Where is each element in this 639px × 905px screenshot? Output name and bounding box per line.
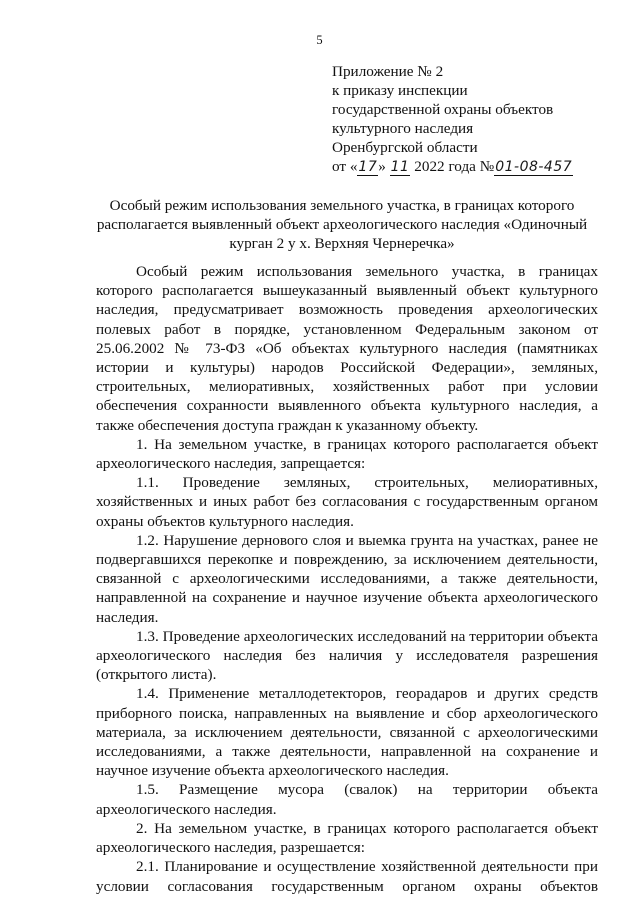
appendix-block [332, 62, 573, 177]
appendix-date-line [332, 157, 573, 177]
appendix-line-5: Оренбургской области [332, 139, 478, 156]
paragraph-1-3: 1.3. Проведение археологических исследований на территории объекта археологического наследия без наличия у исследователя разрешения (открытого листа). [96, 627, 598, 684]
paragraph-2-1: 2.1. Планирование и осуществление хозяйственной деятельности при условии согласования государственным органом охраны объектов [96, 858, 598, 895]
appendix-line-2: к приказу инспекции [332, 82, 468, 99]
document-body [96, 262, 598, 896]
order-number: 01-08-457 [495, 159, 573, 175]
appendix-line-3: государственной охраны объектов [332, 101, 554, 118]
paragraph-2: 2. На земельном участке, в границах которого располагается объект археологического наследия, разрешается: [96, 819, 598, 857]
paragraph-1-5: 1.5. Размещение мусора (свалок) на территории объекта археологического наследия. [96, 781, 598, 818]
paragraph-intro: Особый режим использования земельного участка, в границах которого располагается вышеуказанный выявленный объект культурного наследия, предусматривает возможность проведения археологических полевых работ в порядке, установленном Федеральным законом от 25.06.2002 № 73-ФЗ «Об объектах культурного наследия (памятниках истории и культуры) народов Российской Федерации», земляных, строительных, мелиоративных, хозяйственных работ при условии обеспечения сохранности выявленного объекта культурного наследия, а также обеспечения доступа граждан к указанному объекту. [96, 263, 598, 434]
date-month: 11 [390, 159, 410, 175]
paragraph-1-4: 1.4. Применение металлодетекторов, георадаров и других средств приборного поиска, направленных на выявление и сбор археологического материала, за исключением деятельности, связанной с археологическими исследованиями, а также деятельности, направленной на сохранение и научное изучение объекта археологического наследия. [96, 685, 598, 780]
document-title: Особый режим использования земельного участка, в границах которого располагается выявленный объект археологического наследия «Одиночный курган 2 у х. Верхняя Чернеречка» [96, 197, 588, 252]
appendix-line-4: культурного наследия [332, 120, 474, 137]
date-year: 2022 года № [414, 158, 495, 175]
paragraph-1: 1. На земельном участке, в границах которого располагается объект археологического наследия, запрещается: [96, 435, 598, 473]
appendix-line-1: Приложение № 2 [332, 63, 444, 80]
date-day: 17 [358, 159, 378, 175]
paragraph-1-2: 1.2. Нарушение дернового слоя и выемка грунта на участках, ранее не подвергавшихся перекопке и повреждению, за исключением деятельности, связанной с археологическими исследованиями, а также деятельности, направленной на сохранение и научное изучение объекта археологического наследия. [96, 531, 598, 626]
page-number: 5 [316, 33, 323, 47]
date-prefix: от « [332, 158, 358, 175]
paragraph-1-1: 1.1. Проведение земляных, строительных, мелиоративных, хозяйственных и иных работ без согласования с государственным органом охраны объектов культурного наследия. [96, 474, 598, 530]
date-mid: » [378, 158, 386, 175]
